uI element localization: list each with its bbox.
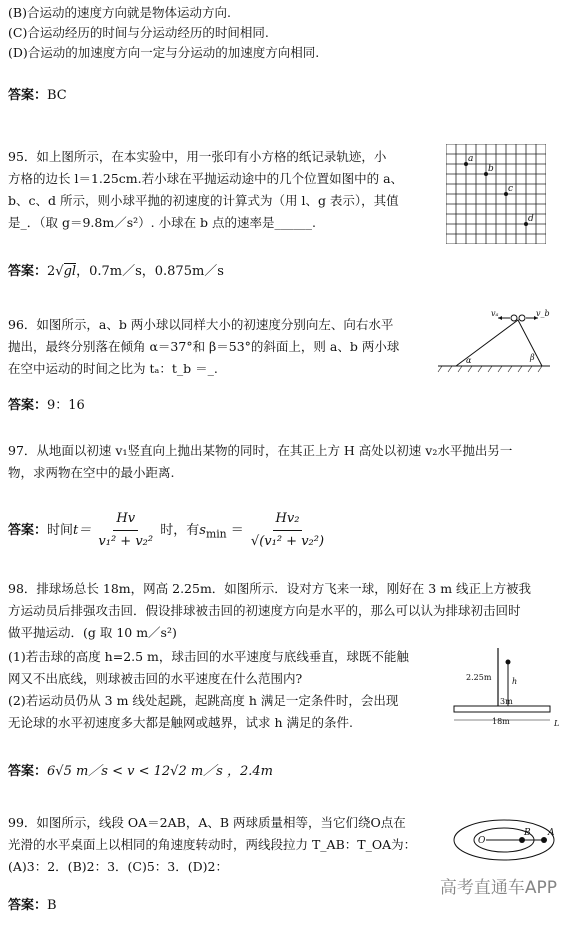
q95-line: 95．如上图所示，在本实验中，用一张印有小方格的纸记录轨迹，小 <box>8 149 387 164</box>
fraction-den: √(v₁² + v₂²) <box>250 534 325 549</box>
label-18m: 18m <box>492 717 510 726</box>
fraction-distance <box>248 508 327 553</box>
q99-line: (A)3：2．(B)2：3．(C)5：3．(D)2： <box>8 859 228 874</box>
answer-rest: ，0.7m／s，0.875m／s <box>76 264 224 279</box>
answer-text-2: 时，有 <box>160 523 200 538</box>
answer-s: s <box>199 523 206 538</box>
label-alpha: α <box>466 356 472 365</box>
fraction-num: Hv <box>113 508 138 531</box>
q98-text-top <box>8 578 568 644</box>
q99-rotation-figure <box>452 818 560 862</box>
label-h: h <box>512 677 518 686</box>
q96-line: 在空中运动的时间之比为 tₐ：t_b ＝_. <box>8 361 218 376</box>
q98-line: 98．排球场总长 18m，网高 2.25m．如图所示．设对方飞来一球，刚好在 3 m 线正上方被我 <box>8 581 532 596</box>
q95-text <box>8 146 428 234</box>
label-b: b <box>488 164 494 174</box>
fraction-num: Hv₂ <box>273 508 303 531</box>
label-c: c <box>508 184 514 194</box>
answer-label: 答案： <box>8 898 48 913</box>
q97-answer: 答案：时间t＝ $\frac{Hv}{\text{v₁² + v₂²}}$ 时，有$s_{min}$ ＝ $\frac{\text{Hv₂}}{\text{√(v₁² + v₂²)}}$ <box>8 508 327 553</box>
watermark-logo: 高考直通车APP <box>439 878 557 898</box>
answer-text-1: 时间 <box>47 523 74 538</box>
label-A: A <box>548 828 555 838</box>
q96-line: 96．如图所示，a、b 两小球以同样大小的初速度分别向左、向右水平 <box>8 317 394 332</box>
label-vb: v_b <box>536 309 550 318</box>
q98-line: 无论球的水平初速度多大都是触网或越界，试求 h 满足的条件. <box>8 715 353 730</box>
option-c: (C)合运动经历的时间与分运动经历的时间相同. <box>8 25 269 40</box>
q98-line: 做平抛运动．(g 取 10 m／s²) <box>8 625 177 640</box>
q97-line: 物，求两物在空中的最小距离. <box>8 465 175 480</box>
q99-text <box>8 812 448 878</box>
fraction-time <box>95 508 156 553</box>
q98-line: 方运动员后排强攻击回．假设排球被击回的初速度方向是水平的，那么可以认为排球初击回时 <box>8 603 521 618</box>
sqrt-sign: √ <box>55 264 64 279</box>
answer-value: 9：16 <box>47 398 85 413</box>
label-O: O <box>478 836 486 846</box>
q98-line: (1)若击球的高度 h=2.5 m，球击回的水平速度与底线垂直，球既不能触 <box>8 649 409 664</box>
label-3m: 3m <box>500 697 513 706</box>
q96-line: 抛出，最终分别落在倾角 α＝37°和 β＝53°的斜面上，则 a、b 两小球 <box>8 339 400 354</box>
label-net-height: 2.25m <box>466 673 492 682</box>
q96-text <box>8 314 438 380</box>
label-beta: β <box>530 353 535 362</box>
q98-answer <box>8 762 273 782</box>
q94-answer <box>8 86 67 106</box>
label-B: B <box>524 828 531 838</box>
q99-line: 99．如图所示，线段 OA＝2AB，A、B 两球质量相等，当它们绕O点在 <box>8 815 406 830</box>
answer-label: 答案： <box>8 523 48 538</box>
q96-answer <box>8 396 85 416</box>
answer-label: 答案： <box>8 264 48 279</box>
q98-line: 网又不出底线，则球被击回的水平速度在什么范围内? <box>8 671 303 686</box>
q98-line: (2)若运动员仍从 3 m 线处起跳，起跳高度 h 满足一定条件时，会出现 <box>8 693 399 708</box>
q98-text-parts <box>8 646 448 734</box>
answer-t: t＝ <box>73 523 92 538</box>
q95-grid-figure <box>446 144 546 244</box>
q97-line: 97．从地面以初速 v₁竖直向上抛出某物的同时，在其正上方 H 高处以初速 v₂水平抛出另一 <box>8 443 513 458</box>
q95-line: 方格的边长 l＝1.25cm.若小球在平抛运动途中的几个位置如图中的 a、 <box>8 171 404 186</box>
answer-value: 6√5 m／s < v < 12√2 m／s ，2.4m <box>47 764 273 779</box>
answer-radicand: gl <box>63 264 77 279</box>
answer-s-sub: min <box>205 527 227 541</box>
q99-answer <box>8 896 57 916</box>
label-d: d <box>528 214 534 224</box>
label-a: a <box>468 154 474 164</box>
option-b: (B)合运动的速度方向就是物体运动方向. <box>8 5 231 20</box>
q99-line: 光滑的水平桌面上以相同的角速度转动时，两线段拉力 T_AB：T_OA为： <box>8 837 417 852</box>
q95-line: 是_．（取 g＝9.8m／s²）. 小球在 b 点的速率是______. <box>8 215 317 230</box>
label-va: vₐ <box>491 309 499 318</box>
q95-answer <box>8 262 224 282</box>
q96-incline-figure <box>436 308 552 374</box>
answer-label: 答案： <box>8 398 48 413</box>
label-L: L <box>554 719 560 728</box>
fraction-den: v₁² + v₂² <box>98 534 154 549</box>
answer-label: 答案： <box>8 88 48 103</box>
answer-coefficient: 2 <box>47 264 56 279</box>
q98-volleyball-figure <box>446 636 564 736</box>
answer-label: 答案： <box>8 764 48 779</box>
q97-text <box>8 440 563 484</box>
q95-line: b、c、d 所示，则小球平抛的初速度的计算式为（用 l、g 表示），其值 <box>8 193 399 208</box>
option-d: (D)合运动的加速度方向一定与分运动的加速度方向相同. <box>8 45 320 60</box>
answer-value: B <box>47 898 57 913</box>
answer-value: BC <box>47 88 67 103</box>
